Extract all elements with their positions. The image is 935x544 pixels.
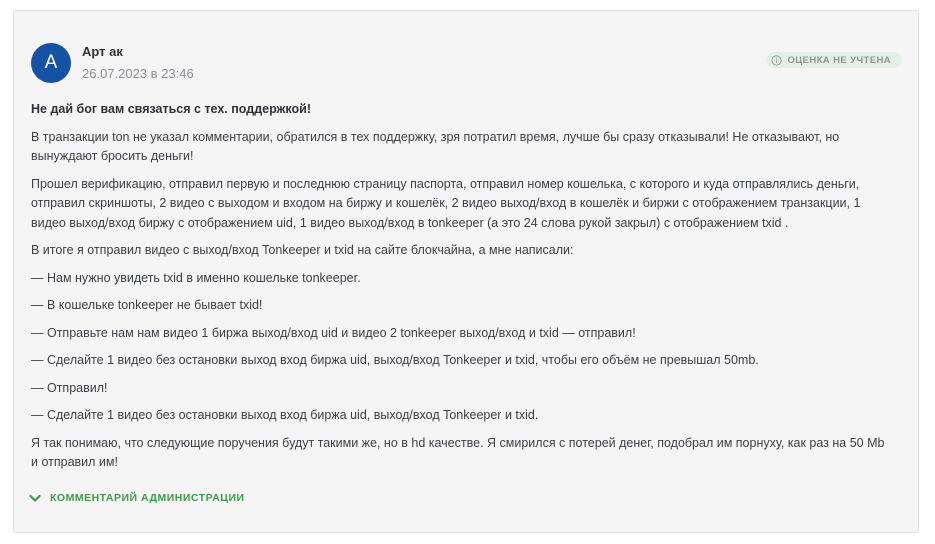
avatar xyxy=(31,43,71,83)
review-paragraph: Прошел верификацию, отправил первую и последнюю страницу паспорта, отправил номер кошелька, с которого и куда отправлялись деньги, отправил скриншоты, 2 видео с выходом и входом на биржу и кошелёк, 2 видео выход/вход в кошелёк и биржи с отображением транзакции, 1 видео выход/вход биржу с отображением uid, 1 видео выход/вход в tonkeeper (а это 24 слова рукой закрыл) с отображением txid . xyxy=(31,176,861,230)
review-body xyxy=(31,100,891,481)
avatar-initial: А xyxy=(44,52,58,73)
admin-comment-toggle[interactable] xyxy=(29,492,245,504)
review-paragraph: — Отправил! xyxy=(31,380,108,395)
review-paragraph: — Нам нужно увидеть txid в именно кошельке tonkeeper. xyxy=(31,270,361,285)
info-icon xyxy=(771,55,782,66)
review-paragraph: — Отправьте нам нам видео 1 биржа выход/вход uid и видео 2 tonkeeper выход/вход и txid — отправил! xyxy=(31,325,636,340)
author-name[interactable]: Арт ак xyxy=(82,44,123,59)
review-title: Не дай бог вам связаться с тех. поддержкой! xyxy=(31,102,311,116)
badge-label: ОЦЕНКА НЕ УЧТЕНА xyxy=(787,54,891,66)
review-paragraph: В итоге я отправил видео с выход/вход Tonkeeper и txid на сайте блокчайна, а мне написали: xyxy=(31,243,574,257)
chevron-down-icon xyxy=(29,494,41,503)
admin-comment-label: КОММЕНТАРИЙ АДМИНИСТРАЦИИ xyxy=(50,492,245,504)
review-card xyxy=(13,10,919,533)
review-paragraph: — Сделайте 1 видео без остановки выход вход биржа uid, выход/вход Tonkeeper и txid. xyxy=(31,408,539,422)
review-paragraph: В транзакции ton не указал комментарии, обратился в тех поддержку, зря потратил время, лучше бы сразу отказывали! Не отказывают, но вынуждают бросить деньги! xyxy=(31,129,840,163)
review-paragraph: — Сделайте 1 видео без остановки выход вход биржа uid, выход/вход Tonkeeper и txid, чтобы его объём не превышал 50mb. xyxy=(31,353,759,367)
review-paragraph: Я так понимаю, что следующие поручения будут такими же, но в hd качестве. Я смирился с потерей денег, подобрал им порнуху, как раз на 50 Mb и отправил им! xyxy=(31,435,885,469)
rating-status-badge xyxy=(766,52,902,68)
review-paragraph: — В кошельке tonkeeper не бывает txid! xyxy=(31,298,263,312)
post-date: 26.07.2023 в 23:46 xyxy=(82,66,194,81)
